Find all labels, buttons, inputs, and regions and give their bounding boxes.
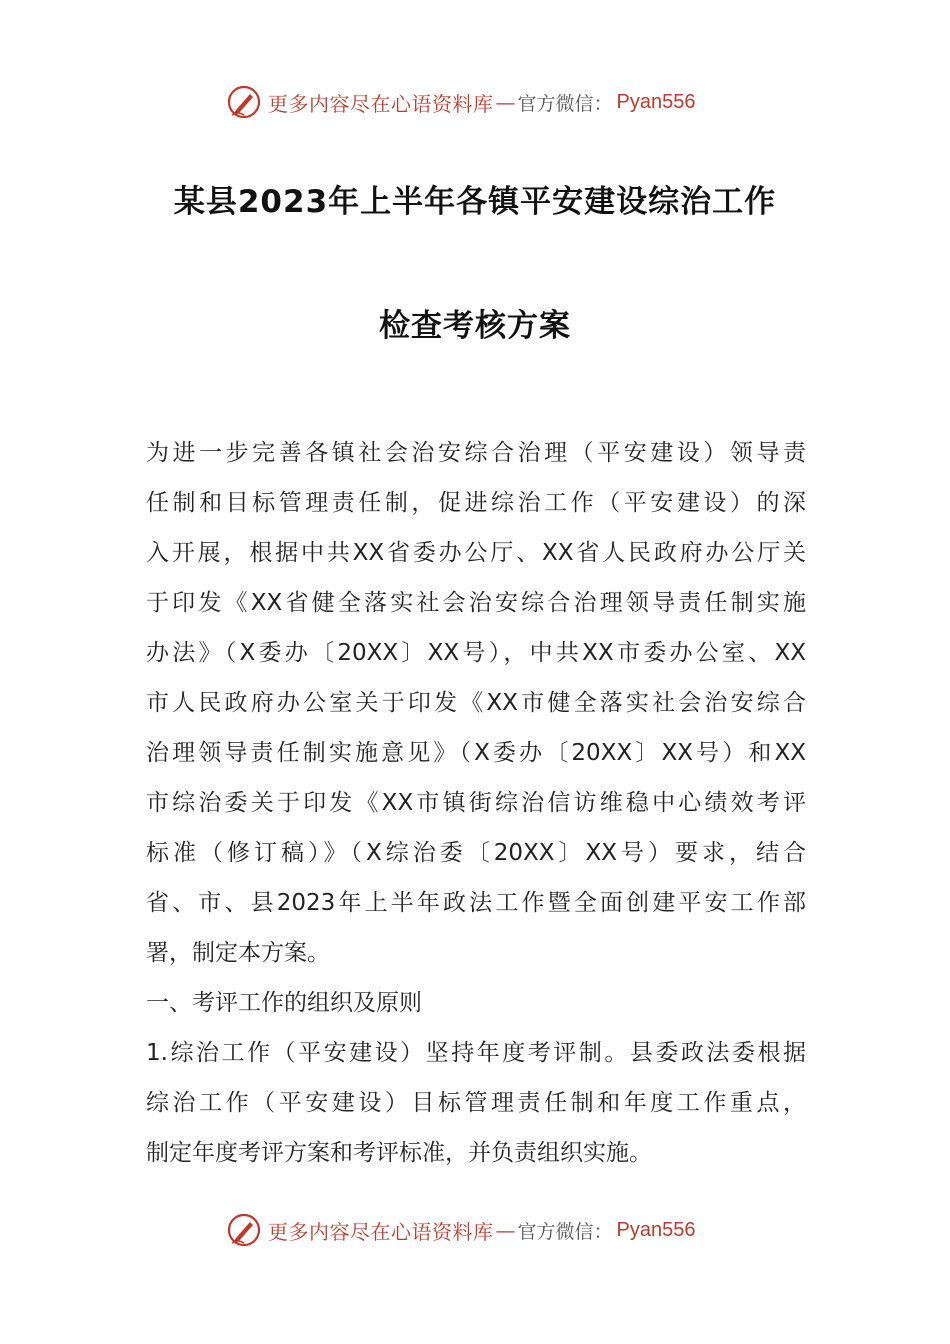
banner-wechat-id: Pyan556 <box>616 90 696 113</box>
body-line: 省、市、县2023年上半年政法工作暨全面创建平安工作部 <box>146 890 806 916</box>
banner-dash: — <box>495 1218 516 1242</box>
banner-dash: — <box>495 90 516 114</box>
body-line: 制定年度考评方案和考评标准，并负责组织实施。 <box>146 1140 652 1166</box>
banner-wechat-id: Pyan556 <box>616 1218 696 1241</box>
header-banner <box>226 82 726 122</box>
body-line: 办法》（X委办〔20XX〕XX号），中共XX市委办公室、XX <box>146 640 806 666</box>
body-line: 为进一步完善各镇社会治安综合治理（平安建设）领导责 <box>146 440 806 466</box>
body-line: 治理领导责任制实施意见》（X委办〔20XX〕XX号）和XX <box>146 740 806 766</box>
pen-logo-icon <box>226 84 262 120</box>
document-title-line2: 检查考核方案 <box>379 308 571 344</box>
document-body <box>146 428 806 1178</box>
body-line: 任制和目标管理责任制，促进综治工作（平安建设）的深 <box>146 490 806 516</box>
body-line: 署，制定本方案。 <box>146 940 330 966</box>
body-line: 综治工作（平安建设）目标管理责任制和年度工作重点， <box>146 1090 806 1116</box>
banner-text: 更多内容尽在心语资料库 <box>268 1219 494 1244</box>
banner-text: 更多内容尽在心语资料库 <box>268 91 494 116</box>
banner-official-label: 官方微信： <box>517 1220 613 1243</box>
body-line: 市人民政府办公室关于印发《XX市健全落实社会治安综合 <box>146 690 806 716</box>
body-line: 于印发《XX省健全落实社会治安综合治理领导责任制实施 <box>146 590 806 616</box>
body-line: 入开展，根据中共XX省委办公厅、XX省人民政府办公厅关 <box>146 540 806 566</box>
banner-official-label: 官方微信： <box>517 92 613 115</box>
pen-logo-icon <box>226 1212 262 1248</box>
body-line: 市综治委关于印发《XX市镇街综治信访维稳中心绩效考评 <box>146 790 806 816</box>
section-heading: 一、考评工作的组织及原则 <box>146 990 422 1016</box>
footer-banner <box>226 1210 726 1250</box>
document-title-line1: 某县2023年上半年各镇平安建设综治工作 <box>173 184 777 220</box>
body-line: 标准（修订稿）》（X综治委〔20XX〕XX号）要求，结合 <box>146 840 806 866</box>
body-line: 1.综治工作（平安建设）坚持年度考评制。县委政法委根据 <box>146 1040 806 1066</box>
